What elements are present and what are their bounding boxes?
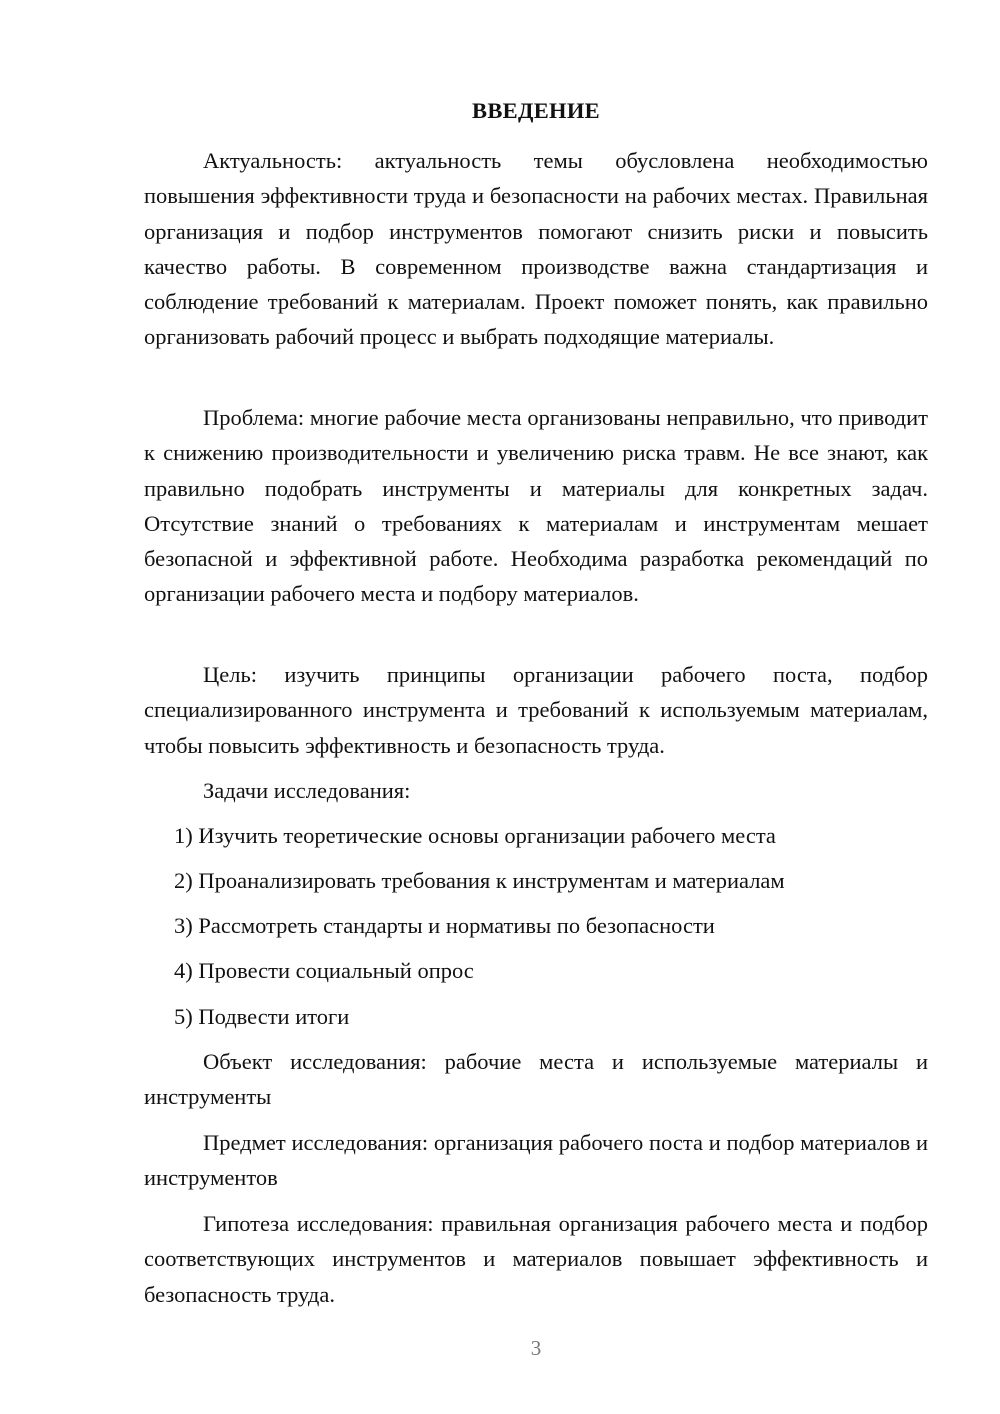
paragraph-goal: Цель: изучить принципы организации рабочего поста, подбор специализированного инструмента и требований к используемым материалам, чтобы повысить эффективность и безопасность труда. (144, 662, 928, 758)
paragraph-hypothesis: Гипотеза исследования: правильная организация рабочего места и подбор соответствующих инструментов и материалов повышает эффективность и безопасность труда. (144, 1211, 928, 1307)
list-item: 2) Проанализировать требования к инструментам и материалам (174, 868, 785, 893)
list-item: 4) Провести социальный опрос (174, 958, 474, 983)
page-number: 3 (530, 1336, 542, 1360)
page-title: ВВЕДЕНИЕ (472, 98, 600, 123)
paragraph-relevance: Актуальность: актуальность темы обусловлена необходимостью повышения эффективности труда и безопасности на рабочих местах. Правильная организация и подбор инструментов помогают снизить риски и повысить качество работы. В современном производстве важна стандартизация и соблюдение требований к материалам. Проект поможет понять, как правильно организовать рабочий процесс и выбрать подходящие материалы. (144, 148, 928, 350)
list-item: 3) Рассмотреть стандарты и нормативы по безопасности (174, 913, 715, 938)
paragraph-object: Объект исследования: рабочие места и используемые материалы и инструменты (144, 1049, 928, 1110)
tasks-heading: Задачи исследования: (203, 778, 411, 803)
paragraph-problem: Проблема: многие рабочие места организованы неправильно, что приводит к снижению производительности и увеличению риска травм. Не все знают, как правильно подобрать инструменты и материалы для конкретных задач. Отсутствие знаний о требованиях к материалам и инструментам мешает безопасной и эффективной работе. Необходима разработка рекомендаций по организации рабочего места и подбору материалов. (144, 405, 928, 607)
list-item: 5) Подвести итоги (174, 1004, 350, 1029)
list-item: 1) Изучить теоретические основы организации рабочего места (174, 823, 776, 848)
paragraph-subject: Предмет исследования: организация рабочего поста и подбор материалов и инструментов (144, 1130, 928, 1191)
